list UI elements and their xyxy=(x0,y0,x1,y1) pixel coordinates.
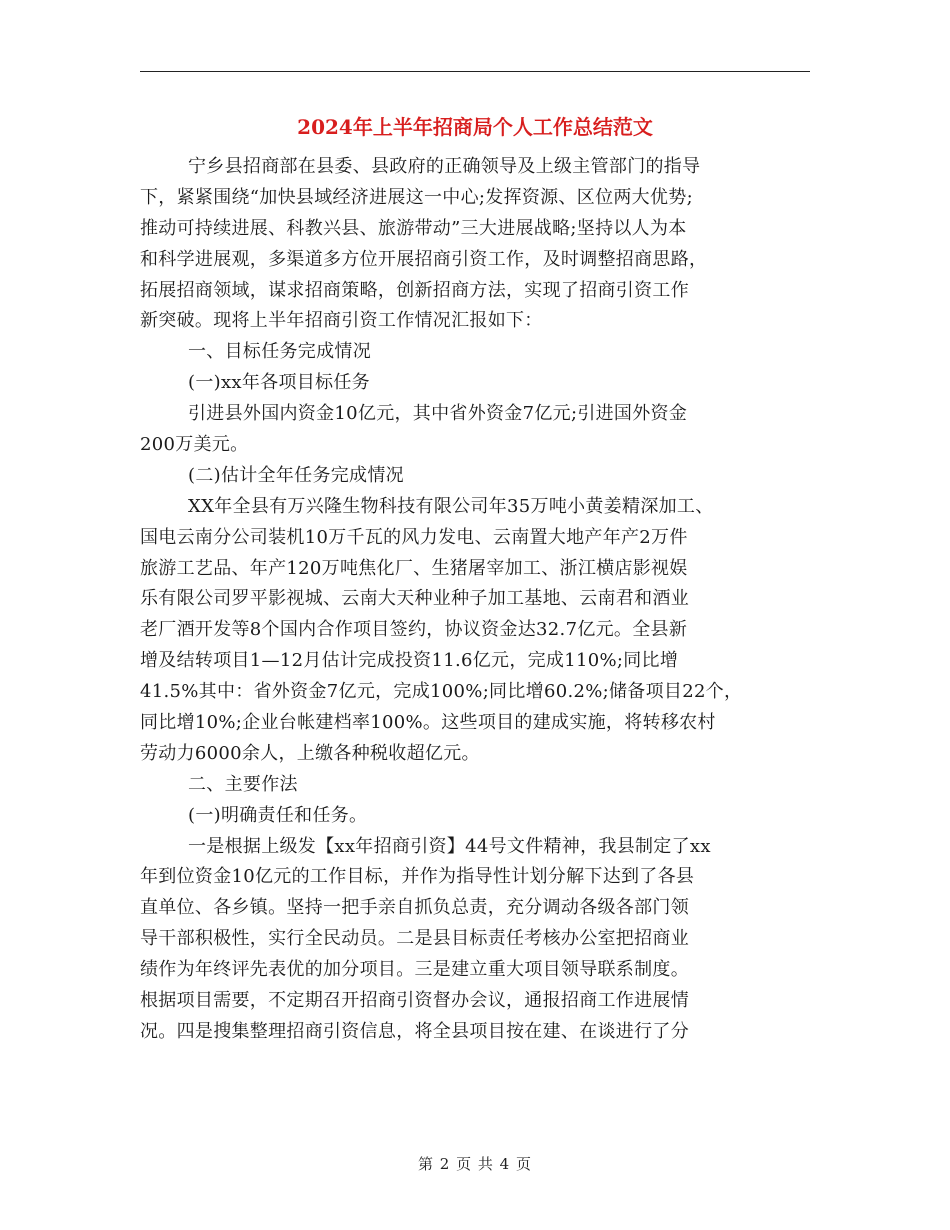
body-line: 同比增10%;企业台帐建档率100%。这些项目的建成实施，将转移农村 xyxy=(140,712,716,734)
body-line: 绩作为年终评先表优的加分项目。三是建立重大项目领导联系制度。 xyxy=(140,959,689,981)
page-number: 第 2 页 共 4 页 xyxy=(418,1155,532,1173)
body-line: 导干部积极性，实行全民动员。二是县目标责任考核办公室把招商业 xyxy=(140,928,689,950)
section-heading: 一、目标任务完成情况 xyxy=(188,341,371,363)
subsection-heading: (二)估计全年任务完成情况 xyxy=(188,464,404,486)
section-heading: 二、主要作法 xyxy=(188,773,298,795)
body-line: 一是根据上级发【xx年招商引资】44号文件精神，我县制定了xx xyxy=(188,835,711,857)
body-line: 根据项目需要，不定期召开招商引资督办会议，通报招商工作进展情 xyxy=(140,990,689,1012)
body-line: 和科学进展观，多渠道多方位开展招商引资工作，及时调整招商思路， xyxy=(140,248,708,270)
body-line: 国电云南分公司装机10万千瓦的风力发电、云南置大地产年产2万件 xyxy=(140,526,688,548)
body-line: 老厂酒开发等8个国内合作项目签约，协议资金达32.7亿元。全县新 xyxy=(140,619,688,641)
body-line: 乐有限公司罗平影视城、云南大天种业种子加工基地、云南君和酒业 xyxy=(140,588,689,610)
header-rule xyxy=(140,71,810,72)
body-line: 旅游工艺品、年产120万吨焦化厂、生猪屠宰加工、浙江横店影视娱 xyxy=(140,557,688,579)
document-title: 2024年上半年招商局个人工作总结范文 xyxy=(297,115,653,139)
body-line: 下，紧紧围绕“加快县域经济进展这一中心;发挥资源、区位两大优势; xyxy=(140,186,693,208)
body-line: 新突破。现将上半年招商引资工作情况汇报如下： xyxy=(140,310,543,332)
body-line: 推动可持续进展、科教兴县、旅游带动”三大进展战略;坚持以人为本 xyxy=(140,217,687,239)
body-line: 劳动力6000余人，上缴各种税收超亿元。 xyxy=(140,742,480,764)
body-line: 41.5%其中：省外资金7亿元，完成100%;同比增60.2%;储备项目22个， xyxy=(140,681,743,703)
body-line: 直单位、各乡镇。坚持一把手亲自抓负总责，充分调动各级各部门领 xyxy=(140,897,689,919)
subsection-heading: (一)xx年各项目标任务 xyxy=(188,372,370,394)
body-line: 况。四是搜集整理招商引资信息，将全县项目按在建、在谈进行了分 xyxy=(140,1020,689,1042)
document-body xyxy=(140,152,820,1048)
body-line: 年到位资金10亿元的工作目标，并作为指导性计划分解下达到了各县 xyxy=(140,866,695,888)
body-line: 拓展招商领域，谋求招商策略，创新招商方法，实现了招商引资工作 xyxy=(140,279,689,301)
body-line: 200万美元。 xyxy=(140,434,249,456)
subsection-heading: (一)明确责任和任务。 xyxy=(188,804,368,826)
body-line: 宁乡县招商部在县委、县政府的正确领导及上级主管部门的指导 xyxy=(188,156,701,177)
body-line: XX年全县有万兴隆生物科技有限公司年35万吨小黄姜精深加工、 xyxy=(188,495,714,517)
body-line: 增及结转项目1—12月估计完成投资11.6亿元，完成110%;同比增 xyxy=(140,650,679,672)
body-line: 引进县外国内资金10亿元，其中省外资金7亿元;引进国外资金 xyxy=(188,403,688,425)
